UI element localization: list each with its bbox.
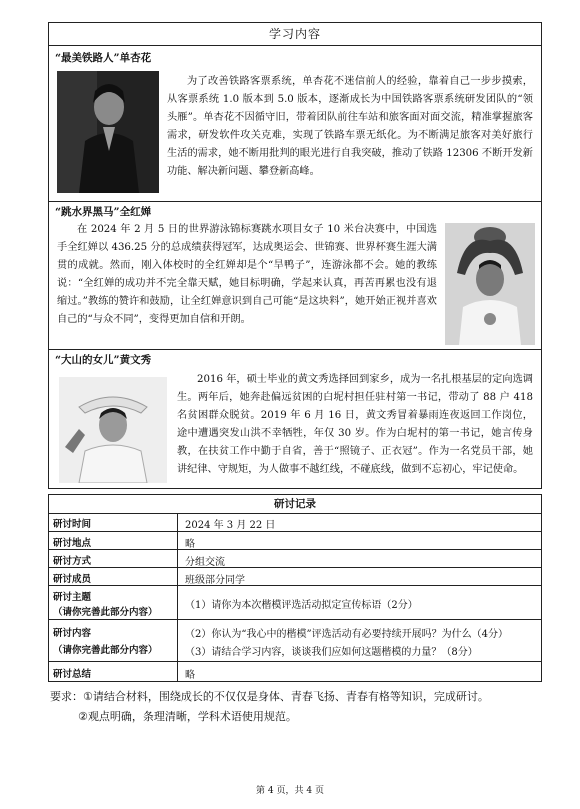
requirement-line-2: ②观点明确，条理清晰，学科术语使用规范。	[78, 711, 297, 723]
study-content-header: 学习内容	[49, 23, 541, 46]
section-huang-wenxiu	[49, 349, 541, 488]
row-label: 研讨主题	[53, 592, 92, 603]
section-title: “大山的女儿”黄文秀	[55, 354, 152, 366]
table-row	[49, 585, 541, 620]
row-label: 研讨方式	[53, 556, 92, 567]
table-row	[49, 549, 541, 568]
section-shan-xinghua	[49, 47, 541, 202]
section-title: “跳水界黑马”全红婵	[55, 206, 152, 218]
photo-shan-xinghua	[57, 71, 159, 193]
row-value: 略	[185, 539, 195, 550]
row-label: 研讨时间	[53, 519, 92, 530]
row-label-note: （请你完善此部分内容）	[53, 645, 158, 656]
row-value: （2）你认为“我心中的楷模”评选活动有必要持续开展吗？为什么（4分）	[185, 629, 508, 640]
row-value: 略	[185, 670, 195, 681]
research-record-table	[48, 494, 542, 682]
row-value: 班级部分同学	[185, 575, 245, 586]
photo-huang-wenxiu	[59, 377, 167, 483]
row-label: 研讨总结	[53, 669, 92, 680]
page-footer: 第 4 页，共 4 页	[256, 786, 324, 796]
row-label-note: （请你完善此部分内容）	[53, 607, 158, 618]
section-text: 在 2024 年 2 月 5 日的世界游泳锦标赛跳水项目女子 10 米台决赛中，中国选手全红婵以 436.25 分的总成绩获得冠军，达成奥运会、世锦赛、世界杯赛生涯大满贯的成就。然而，刚入体校时的全红婵却是个“旱鸭子”，连游泳都不会。她的教练说：“全红婵的成功并不完全靠天赋，她目标明确，学起来认真，再苦再累也没有退缩过。”教练的赞许和鼓励，让全红婵意识到自己可能“是这块料”，她开始正视并喜欢自己的“与众不同”，变得更加自信和开朗。	[57, 224, 437, 325]
row-value: 分组交流	[185, 557, 225, 568]
table-row	[49, 567, 541, 586]
row-value: （1）请你为本次楷模评选活动拟定宣传标语（2分）	[185, 600, 418, 611]
row-label: 研讨地点	[53, 538, 92, 549]
study-content-box	[48, 22, 542, 489]
photo-quan-hongchan	[445, 223, 535, 345]
requirement-line-1: 要求：①请结合材料，围绕成长的不仅仅是身体、青春飞扬、青春有格等知识，完成研讨。	[50, 691, 489, 703]
section-quan-hongchan	[49, 201, 541, 350]
table-row	[49, 661, 541, 682]
section-text: 为了改善铁路客票系统，单杏花不迷信前人的经验，靠着自己一步步摸索，从客票系统 1.0 版本到 5.0 版本，逐渐成长为中国铁路客票系统研发团队的“领头雁”。单杏花不因循守旧，带着团队前往车站和旅客面对面交流，精准掌握旅客需求，研发软件攻关克难，实现了铁路车票无纸化。为不断满足旅客对美好旅行生活的需求，她不断用批判的眼光进行自我突破，推动了铁路 12306 不断开发新功能、解决新问题、攀登新高峰。	[167, 76, 533, 177]
table-row	[49, 531, 541, 550]
row-value-2: （3）请结合学习内容，谈谈我们应如何这题楷模的力量？（8分）	[185, 647, 478, 658]
row-label: 研讨成员	[53, 574, 92, 585]
table-row	[49, 619, 541, 662]
row-label: 研讨内容	[53, 628, 92, 639]
section-title: “最美铁路人”单杏花	[55, 52, 152, 64]
record-title: 研讨记录	[49, 495, 541, 514]
section-text: 2016 年，硕士毕业的黄文秀选择回到家乡，成为一名扎根基层的定向选调生。两年后，她奔赴偏远贫困的白坭村担任驻村第一书记，带动了 88 户 418 名贫困群众脱贫。2019 年 6 月 16 日，黄文秀冒着暴雨连夜返回工作岗位，途中遭遇突发山洪不幸牺牲，年仅 30 岁。作为白坭村的第一书记，她言传身教，在扶贫工作中勤于自省，善于“照镜子、正衣冠”。作为一名党员干部，她讲纪律、守规矩，为人做事不越红线，不碰底线，做到不忘初心，牢记使命。	[177, 374, 533, 475]
table-row	[49, 513, 541, 531]
row-value: 2024 年 3 月 22 日	[185, 520, 276, 531]
